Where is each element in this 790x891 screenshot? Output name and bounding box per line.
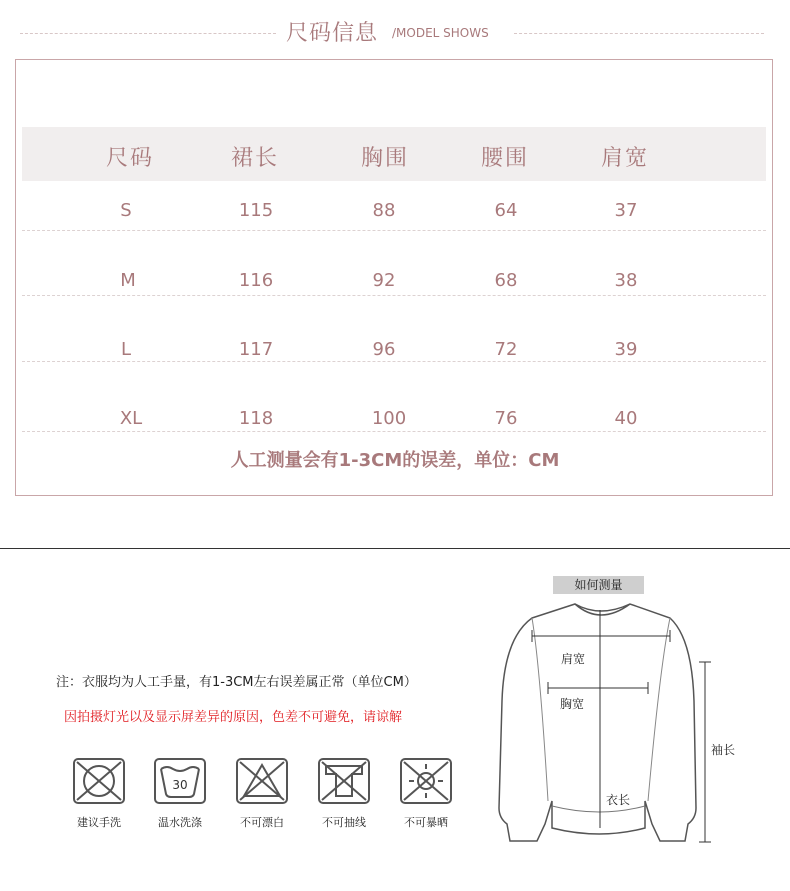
sleeve-seam-right: [648, 618, 670, 801]
sleeve-seam-left: [532, 618, 548, 801]
warm-wash-icon: [152, 756, 208, 806]
length-label: 衣长: [606, 793, 631, 807]
no-bleach-icon: [234, 756, 290, 806]
cell-shoulder: 40: [614, 408, 638, 429]
cell-shoulder: 38: [614, 270, 638, 291]
cell-size: L: [120, 339, 132, 360]
sweater-neckline: [575, 604, 630, 615]
cell-waist: 72: [494, 339, 518, 360]
section-divider: [0, 548, 790, 549]
care-label: 不可暴晒: [404, 816, 448, 829]
how-to-measure-title: 如何测量: [553, 576, 644, 594]
cell-bust: 100: [371, 408, 407, 429]
sweater-diagram: [480, 596, 740, 858]
no-pull-thread-icon: [316, 756, 372, 806]
col-header-size: 尺码: [105, 146, 154, 171]
wash-temperature: 30: [172, 778, 188, 792]
cell-length: 118: [238, 408, 274, 429]
care-no-pull-thread: [314, 756, 374, 830]
cell-shoulder: 37: [614, 200, 638, 221]
cell-size: XL: [119, 408, 143, 429]
page-title: 尺码信息: [286, 21, 379, 46]
care-no-bleach: [232, 756, 292, 830]
col-header-length: 裙长: [230, 146, 279, 171]
cell-bust: 96: [372, 339, 396, 360]
cell-length: 116: [238, 270, 274, 291]
chest-label: 胸宽: [560, 697, 585, 711]
cell-size: M: [120, 270, 136, 291]
cell-waist: 68: [494, 270, 518, 291]
row-divider: [22, 230, 766, 231]
cell-length: 115: [238, 200, 274, 221]
hand-wash-icon: [71, 756, 127, 806]
page-subtitle: /MODEL SHOWS: [392, 26, 489, 40]
care-warm-wash: [150, 756, 210, 830]
care-label: 不可漂白: [240, 816, 284, 829]
care-hand-wash: [69, 756, 129, 830]
cell-size: S: [120, 200, 132, 221]
header-rule-left: [20, 33, 276, 34]
cell-waist: 64: [494, 200, 518, 221]
care-label: 温水洗涤: [158, 816, 202, 829]
care-label: 建议手洗: [77, 816, 121, 829]
sleeve-label: 袖长: [711, 743, 736, 757]
care-label: 不可抽线: [322, 816, 366, 829]
cell-shoulder: 39: [614, 339, 638, 360]
header-rule-right: [514, 33, 764, 34]
shoulder-label: 肩宽: [561, 652, 586, 666]
col-header-shoulder: 肩宽: [600, 146, 649, 171]
col-header-bust: 胸围: [360, 146, 409, 171]
sweater-hem: [552, 806, 645, 812]
cell-bust: 92: [372, 270, 396, 291]
cell-length: 117: [238, 339, 274, 360]
no-sun-icon: [398, 756, 454, 806]
row-divider: [22, 361, 766, 362]
cell-bust: 88: [372, 200, 396, 221]
care-no-sun: [396, 756, 456, 830]
measurement-note: 注：衣服均为人工手量，有1-3CM左右误差属正常（单位CM）: [56, 675, 417, 690]
row-divider: [22, 431, 766, 432]
cell-waist: 76: [494, 408, 518, 429]
col-header-waist: 腰围: [480, 146, 529, 171]
measurement-tolerance-note: 人工测量会有1-3CM的误差，单位：CM: [230, 450, 560, 471]
row-divider: [22, 295, 766, 296]
color-disclaimer: 因拍摄灯光以及显示屏差异的原因，色差不可避免，请谅解: [64, 710, 403, 725]
